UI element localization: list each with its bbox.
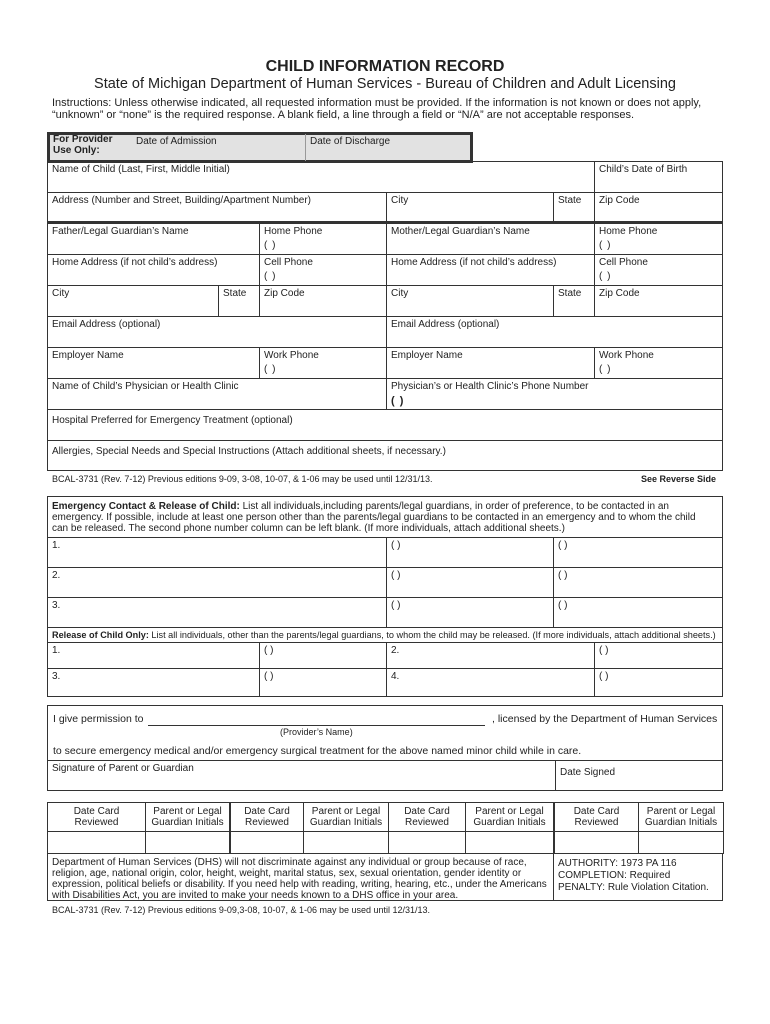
father-name-field[interactable] — [47, 223, 260, 255]
label: State — [558, 195, 582, 206]
notice-line-3: expression, political beliefs or disability. If you need help with reading, writing, hearing, etc., under the Americans — [52, 879, 547, 890]
emergency-phone-a-1[interactable] — [386, 537, 554, 568]
mother-city-field[interactable] — [386, 285, 554, 317]
mother-address-field[interactable] — [386, 254, 595, 286]
label: Physician’s or Health Clinic’s Phone Number — [391, 381, 589, 392]
label: Date Card — [573, 806, 620, 817]
label: Home Address (if not child’s address) — [52, 257, 218, 268]
provider-label — [53, 134, 112, 156]
label: 3. — [52, 671, 61, 682]
father-state-field[interactable] — [218, 285, 260, 317]
area-code: ( ) — [391, 395, 405, 407]
label: Email Address (optional) — [391, 319, 500, 330]
label: Email Address (optional) — [52, 319, 161, 330]
release-text: List all individuals, other than the parents/legal guardians, to whom the child may be released. (If more individuals, attach additional sheets.) — [148, 630, 716, 641]
label: Date Signed — [560, 767, 616, 778]
child-city-field[interactable] — [386, 192, 554, 224]
provider-label-1: For Provider — [53, 134, 113, 145]
date-card-reviewed-input[interactable] — [229, 831, 304, 854]
emergency-text-1: List all individuals,including parents/legal guardians, in order of preference, to be contacted in an — [239, 501, 669, 512]
label: 1. — [52, 540, 61, 551]
provider-name-caption: (Provider’s Name) — [280, 727, 353, 737]
date-card-reviewed-input[interactable] — [47, 831, 146, 854]
release-line — [52, 630, 716, 641]
label: State — [558, 288, 582, 299]
mother-zip-field[interactable] — [594, 285, 723, 317]
label: City — [391, 195, 409, 206]
release-phone-3[interactable] — [259, 668, 387, 697]
label: Date Card — [244, 806, 290, 817]
release-person-2[interactable] — [386, 642, 595, 669]
emergency-phone-b-3[interactable] — [553, 597, 723, 628]
date-card-reviewed-header — [388, 802, 466, 832]
release-title: Release of Child Only: — [52, 630, 149, 641]
label: Guardian Initials — [644, 817, 718, 828]
child-address-field[interactable] — [47, 192, 387, 224]
emergency-phone-b-2[interactable] — [553, 567, 723, 598]
child-dob-field[interactable] — [594, 161, 723, 193]
father-zip-field[interactable] — [259, 285, 387, 317]
instructions-line-1: Instructions: Unless otherwise indicated, all requested information must be provided. If the information is not known or does not apply, — [52, 97, 702, 109]
mother-work-phone-field[interactable] — [594, 347, 723, 379]
mother-home-phone-field[interactable] — [594, 223, 723, 255]
child-name-field[interactable] — [47, 161, 595, 193]
label: Parent or Legal — [311, 806, 381, 817]
father-home-phone-field[interactable] — [259, 223, 387, 255]
guardian-initials-header — [638, 802, 724, 832]
release-phone-4[interactable] — [594, 668, 723, 697]
father-city-field[interactable] — [47, 285, 219, 317]
permission-secure-text: to secure emergency medical and/or emergency surgical treatment for the above named minor child while in care. — [53, 745, 582, 757]
release-instructions — [47, 627, 723, 643]
emergency-title: Emergency Contact & Release of Child: — [52, 501, 240, 512]
label: ( ) — [391, 600, 401, 611]
label: Guardian Initials — [473, 817, 546, 828]
label: Reviewed — [405, 817, 449, 828]
physician-phone-field[interactable] — [386, 378, 723, 410]
area-code: ( ) — [599, 645, 609, 656]
label: Reviewed — [574, 817, 619, 828]
label: Reviewed — [245, 817, 289, 828]
emergency-line-1 — [52, 501, 669, 512]
mother-state-field[interactable] — [553, 285, 595, 317]
label: ( ) — [391, 570, 401, 581]
label: Signature of Parent or Guardian — [52, 763, 194, 774]
label: 3. — [52, 600, 61, 611]
label: Employer Name — [52, 350, 124, 361]
emergency-phone-b-1[interactable] — [553, 537, 723, 568]
area-code: ( ) — [264, 271, 277, 282]
father-email-field[interactable] — [47, 316, 387, 348]
form-subtitle: State of Michigan Department of Human Services - Bureau of Children and Adult Licensing — [94, 76, 676, 92]
guardian-initials-header — [145, 802, 230, 832]
label: Home Phone — [599, 226, 658, 237]
provider-name-input[interactable] — [148, 725, 485, 726]
see-reverse-side: See Reverse Side — [640, 474, 716, 484]
date-card-reviewed-header — [47, 802, 146, 832]
label: 4. — [391, 671, 400, 682]
label: Address (Number and Street, Building/Apartment Number) — [52, 195, 312, 206]
child-state-field[interactable] — [553, 192, 595, 224]
date-of-admission-field[interactable] — [132, 134, 306, 161]
nondiscrimination-notice — [47, 853, 554, 901]
label: Home Phone — [264, 226, 323, 237]
date-card-reviewed-header — [229, 802, 304, 832]
emergency-contact-1[interactable] — [47, 537, 387, 568]
label: Date Card — [404, 806, 450, 817]
signature-field[interactable] — [47, 760, 556, 791]
instructions-line-2: “unknown” or “none” is the required response. A blank field, a line through a field or “N/A” are not acceptable responses. — [52, 109, 635, 121]
date-card-reviewed-header — [553, 802, 639, 832]
permission-licensed: , licensed by the Department of Human Services — [492, 713, 718, 725]
area-code: ( ) — [264, 645, 274, 656]
notice-line-4: with Disabilities Act, you are invited to make your needs known to a DHS office in your area. — [52, 890, 459, 901]
area-code: ( ) — [599, 671, 609, 682]
label: 2. — [52, 570, 61, 581]
authority: AUTHORITY: 1973 PA 116 — [558, 858, 677, 869]
label: Date Card — [73, 806, 120, 817]
emergency-phone-a-2[interactable] — [386, 567, 554, 598]
label: Reviewed — [74, 817, 119, 828]
area-code: ( ) — [264, 671, 274, 682]
form-id-footer-bottom: BCAL-3731 (Rev. 7-12) Previous editions 9-09,3-08, 10-07, & 1-06 may be used until 12/31/13. — [52, 905, 431, 915]
guardian-initials-header — [465, 802, 554, 832]
label: Guardian Initials — [151, 817, 224, 828]
label: Allergies, Special Needs and Special Instructions (Attach additional sheets, if necessary.) — [52, 446, 446, 457]
date-card-reviewed-input[interactable] — [553, 831, 639, 854]
area-code: ( ) — [599, 271, 612, 282]
area-code: ( ) — [599, 240, 612, 251]
emergency-text-2: emergency. If possible, include at least one person other than the parents/legal guardians to be contacted in an emergency and to whom the child — [52, 512, 696, 523]
father-cell-phone-field[interactable] — [259, 254, 387, 286]
label: ( ) — [558, 540, 568, 551]
label: City — [52, 288, 70, 299]
area-code: ( ) — [264, 364, 277, 375]
notice-line-2: religion, age, national origin, color, height, weight, marital status, sex, sexual orientation, gender identity or — [52, 868, 522, 879]
label: Name of Child’s Physician or Health Clinic — [52, 381, 239, 392]
label: Cell Phone — [599, 257, 648, 268]
label: ( ) — [391, 540, 401, 551]
label: Home Address (if not child’s address) — [391, 257, 557, 268]
label: Guardian Initials — [309, 817, 383, 828]
guardian-initials-input[interactable] — [638, 831, 724, 854]
area-code: ( ) — [599, 364, 612, 375]
label: Zip Code — [264, 288, 305, 299]
label: Date of Admission — [136, 136, 217, 147]
emergency-instructions — [47, 496, 723, 538]
label: Mother/Legal Guardian’s Name — [391, 226, 530, 237]
label: Parent or Legal — [475, 806, 544, 817]
label: Father/Legal Guardian’s Name — [52, 226, 189, 237]
release-person-4[interactable] — [386, 668, 595, 697]
label: State — [223, 288, 247, 299]
label: Name of Child (Last, First, Middle Initial) — [52, 164, 230, 175]
date-of-discharge-field[interactable] — [305, 134, 470, 161]
notice-line-1: Department of Human Services (DHS) will not discriminate against any individual or group because of race, — [52, 857, 527, 868]
father-employer-field[interactable] — [47, 347, 260, 379]
allergies-field[interactable] — [47, 440, 723, 471]
area-code: ( ) — [264, 240, 277, 251]
label: Zip Code — [599, 195, 640, 206]
provider-label-2: Use Only: — [53, 145, 100, 156]
date-card-reviewed-input[interactable] — [388, 831, 466, 854]
physician-name-field[interactable] — [47, 378, 387, 410]
label: ( ) — [558, 600, 568, 611]
emergency-phone-a-3[interactable] — [386, 597, 554, 628]
label: 1. — [52, 645, 61, 656]
emergency-text-3: can be released. The second phone number column can be left blank. (If more individuals, attach additional sheets.) — [52, 523, 565, 534]
permission-intro: I give permission to — [53, 713, 144, 725]
mother-email-field[interactable] — [386, 316, 723, 348]
label: Zip Code — [599, 288, 640, 299]
label: Cell Phone — [264, 257, 313, 268]
mother-employer-field[interactable] — [386, 347, 595, 379]
label: Employer Name — [391, 350, 463, 361]
father-address-field[interactable] — [47, 254, 260, 286]
guardian-initials-input[interactable] — [465, 831, 554, 854]
label: Work Phone — [264, 350, 319, 361]
mother-cell-phone-field[interactable] — [594, 254, 723, 286]
label: Work Phone — [599, 350, 654, 361]
mother-name-field[interactable] — [386, 223, 595, 255]
emergency-contact-2[interactable] — [47, 567, 387, 598]
label: Date of Discharge — [310, 136, 391, 147]
label: Parent or Legal — [646, 806, 716, 817]
release-person-1[interactable] — [47, 642, 260, 669]
label: ( ) — [558, 570, 568, 581]
release-person-3[interactable] — [47, 668, 260, 697]
emergency-contact-3[interactable] — [47, 597, 387, 628]
guardian-initials-input[interactable] — [145, 831, 230, 854]
label: 2. — [391, 645, 400, 656]
permission-secure-wrap — [53, 745, 719, 757]
child-zip-field[interactable] — [594, 192, 723, 224]
guardian-initials-header — [303, 802, 389, 832]
release-phone-2[interactable] — [594, 642, 723, 669]
label: Child’s Date of Birth — [599, 164, 688, 175]
date-signed-field[interactable] — [555, 760, 723, 791]
label: City — [391, 288, 409, 299]
form-id-footer: BCAL-3731 (Rev. 7-12) Previous editions 9-09, 3-08, 10-07, & 1-06 may be used until 12/31/13. — [52, 474, 433, 484]
label: Parent or Legal — [153, 806, 222, 817]
release-phone-1[interactable] — [259, 642, 387, 669]
authority-box — [553, 853, 723, 901]
label: Hospital Preferred for Emergency Treatment (optional) — [52, 415, 293, 426]
instructions — [52, 97, 722, 121]
father-work-phone-field[interactable] — [259, 347, 387, 379]
form-title: CHILD INFORMATION RECORD — [265, 58, 505, 75]
penalty: PENALTY: Rule Violation Citation. — [558, 882, 709, 893]
guardian-initials-input[interactable] — [303, 831, 389, 854]
hospital-field[interactable] — [47, 409, 723, 441]
completion: COMPLETION: Required — [558, 870, 671, 881]
